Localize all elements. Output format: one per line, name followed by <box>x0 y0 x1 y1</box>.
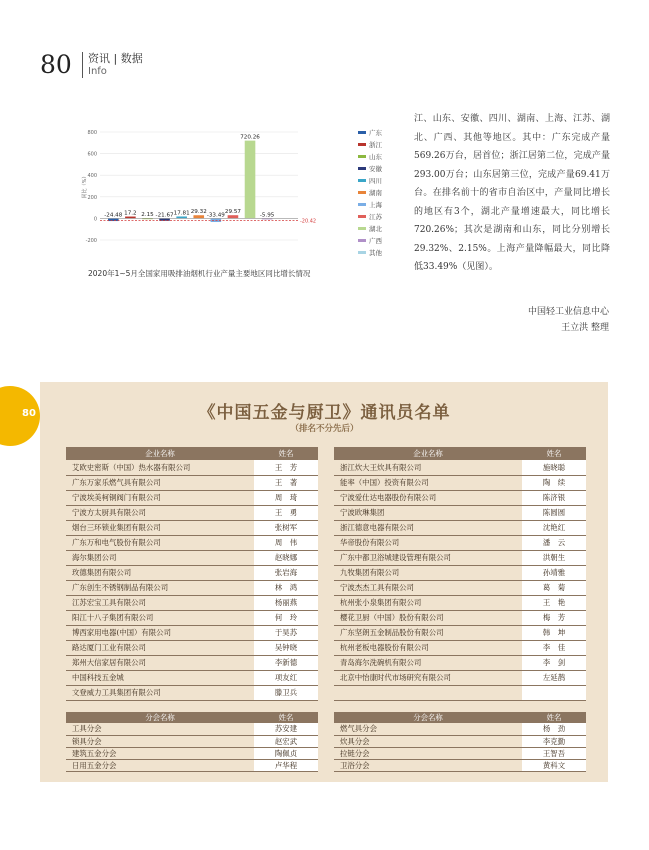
legend-label: 山东 <box>369 152 382 161</box>
company-cell: 宁波方太厨具有限公司 <box>66 505 254 520</box>
table-row <box>66 655 586 670</box>
company-cell: 广东万和电气股份有限公司 <box>66 535 254 550</box>
credit-author: 王立洪 整理 <box>561 323 609 333</box>
name-cell: 陶佩贞 <box>254 747 318 759</box>
name-cell: 苏安建 <box>254 723 318 735</box>
name-cell: 赵宏武 <box>254 735 318 747</box>
legend-label: 湖南 <box>369 188 382 197</box>
company-cell: 杭州老板电器股份有限公司 <box>334 640 522 655</box>
name-header: 姓名 <box>254 712 318 723</box>
legend-item <box>358 126 382 138</box>
column-gap <box>318 625 334 640</box>
y-tick-label: 600 <box>87 151 97 158</box>
name-cell: 葛 菊 <box>522 580 586 595</box>
baseline-label: -20.42 <box>300 218 317 225</box>
table-row <box>66 475 586 490</box>
name-cell: 陶 续 <box>522 475 586 490</box>
branch-table-body <box>66 723 586 771</box>
bar <box>228 215 239 218</box>
table-row <box>66 747 586 759</box>
company-cell: 中国科技五金城 <box>66 670 254 685</box>
table-row <box>66 520 586 535</box>
y-tick-label: 0 <box>93 216 97 223</box>
legend-item <box>358 150 382 162</box>
column-gap <box>318 712 334 723</box>
data-label: 2.15 <box>141 212 154 219</box>
name-cell: 李 剑 <box>522 655 586 670</box>
column-gap <box>318 550 334 565</box>
column-gap <box>318 460 334 475</box>
name-cell: 潘 云 <box>522 535 586 550</box>
company-cell: 青岛海尔洗碗机有限公司 <box>334 655 522 670</box>
bar <box>108 218 119 221</box>
company-cell <box>334 685 522 700</box>
legend-label: 浙江 <box>369 140 382 149</box>
company-cell: 卫浴分会 <box>334 759 522 771</box>
company-cell: 艾欧史密斯（中国）热水器有限公司 <box>66 460 254 475</box>
name-header: 姓名 <box>254 447 318 460</box>
table-row <box>66 759 586 771</box>
bar-chart <box>78 122 398 257</box>
table-row <box>66 723 586 735</box>
name-cell: 周 伟 <box>254 535 318 550</box>
y-tick-label: -200 <box>85 238 97 244</box>
data-label: 720.26 <box>240 134 260 141</box>
article-body: 江、山东、安徽、四川、湖南、上海、江苏、湖北、广西、其他等地区。其中：广东完成产量569.26万台，居首位；浙江居第二位，完成产量293.00万台；山东居第三位，完成产量69.41万台。在排名前十的省市自治区中，产量同比增长的地区有3个，湖北产量增速最大，同比增长720.26%；其次是湖南和山东，同比分别增长29.32%、2.15%。上海产量降幅最大，同比降低33.49%（见图）。 <box>414 114 610 272</box>
column-gap <box>318 685 334 700</box>
name-header: 姓名 <box>522 447 586 460</box>
name-cell: 滕卫兵 <box>254 685 318 700</box>
column-gap <box>318 747 334 759</box>
table-header-row <box>66 712 586 723</box>
company-cell: 江苏宏宝工具有限公司 <box>66 595 254 610</box>
data-label: -24.48 <box>104 212 123 219</box>
name-cell: 孙靖雅 <box>522 565 586 580</box>
column-gap <box>318 640 334 655</box>
credit-org: 中国轻工业信息中心 <box>527 307 609 317</box>
company-header: 企业名称 <box>66 447 254 460</box>
branch-header: 分会名称 <box>66 712 254 723</box>
name-cell: 沈艳红 <box>522 520 586 535</box>
table-row <box>66 595 586 610</box>
column-gap <box>318 723 334 735</box>
legend-label: 安徽 <box>369 164 382 173</box>
table-row <box>66 550 586 565</box>
name-cell <box>522 685 586 700</box>
chart-svg <box>78 122 398 257</box>
company-cell: 拉链分会 <box>334 747 522 759</box>
table-row <box>66 640 586 655</box>
legend-swatch <box>358 179 366 182</box>
data-label: 29.32 <box>190 209 207 216</box>
name-cell: 李 佳 <box>522 640 586 655</box>
company-cell: 建筑五金分会 <box>66 747 254 759</box>
data-label: -21.67 <box>155 212 174 219</box>
name-cell: 何 玲 <box>254 610 318 625</box>
name-cell: 杨 劲 <box>522 723 586 735</box>
table-row <box>66 580 586 595</box>
company-cell: 浙江炊大王炊具有限公司 <box>334 460 522 475</box>
legend-label: 湖北 <box>369 224 382 233</box>
company-cell: 阳江十八子集团有限公司 <box>66 610 254 625</box>
company-cell: 广东中都卫浴城建设管理有限公司 <box>334 550 522 565</box>
legend-item <box>358 186 382 198</box>
bar <box>193 215 204 218</box>
y-tick-label: 400 <box>87 173 97 180</box>
company-cell: 文登威力工具集团有限公司 <box>66 685 254 700</box>
table-row <box>66 505 586 520</box>
table-row <box>66 670 586 685</box>
legend-label: 江苏 <box>369 212 382 221</box>
company-cell: 路达厦门工业有限公司 <box>66 640 254 655</box>
name-cell: 洪朝生 <box>522 550 586 565</box>
name-cell: 吴钟晓 <box>254 640 318 655</box>
company-cell: 海尔集团公司 <box>66 550 254 565</box>
roster-subtitle: （排名不分先后） <box>290 424 359 434</box>
article-credit <box>528 304 609 336</box>
name-cell: 张树军 <box>254 520 318 535</box>
y-tick-label: 800 <box>87 130 97 136</box>
bar <box>245 141 256 219</box>
company-cell: 华帝股份有限公司 <box>334 535 522 550</box>
table-row <box>66 535 586 550</box>
data-label: 29.57 <box>224 209 241 216</box>
name-cell: 王 芳 <box>254 460 318 475</box>
company-header: 企业名称 <box>334 447 522 460</box>
company-cell: 锁具分会 <box>66 735 254 747</box>
name-cell: 王 勇 <box>254 505 318 520</box>
section-category: 资讯 | 数据 <box>88 52 143 65</box>
correspondent-table-body <box>66 460 586 700</box>
company-cell: 能率（中国）投资有限公司 <box>334 475 522 490</box>
name-cell: 周 琦 <box>254 490 318 505</box>
legend-item <box>358 162 382 174</box>
data-label: -33.49 <box>206 212 225 219</box>
correspondent-table <box>66 447 586 701</box>
company-cell: 烟台三环锁业集团有限公司 <box>66 520 254 535</box>
table-row <box>66 735 586 747</box>
name-cell: 梅 芳 <box>522 610 586 625</box>
company-cell: 九牧集团有限公司 <box>334 565 522 580</box>
legend-label: 广西 <box>369 236 382 245</box>
name-cell: 施晓聪 <box>522 460 586 475</box>
company-cell: 宁波欧琳集团 <box>334 505 522 520</box>
legend-swatch <box>358 203 366 206</box>
name-cell: 陈圆圆 <box>522 505 586 520</box>
company-cell: 广东坚朗五金制品股份有限公司 <box>334 625 522 640</box>
legend-item <box>358 210 382 222</box>
legend-item <box>358 222 382 234</box>
name-cell: 李克勤 <box>522 735 586 747</box>
company-cell: 广东万家乐燃气具有限公司 <box>66 475 254 490</box>
y-axis-label: 同比（%） <box>82 173 88 199</box>
data-label: -5.95 <box>259 212 275 219</box>
column-gap <box>318 735 334 747</box>
data-label: 17.2 <box>124 210 137 217</box>
legend-swatch <box>358 191 366 194</box>
column-gap <box>318 565 334 580</box>
branch-header: 分会名称 <box>334 712 522 723</box>
chart-caption: 2020年1~5月全国家用吸排油烟机行业产量主要地区同比增长情况 <box>88 269 311 278</box>
name-cell: 王 著 <box>254 475 318 490</box>
bar <box>211 218 222 222</box>
name-cell: 林 鸿 <box>254 580 318 595</box>
name-cell: 陈济银 <box>522 490 586 505</box>
legend-swatch <box>358 167 366 170</box>
legend-label: 广东 <box>369 128 382 137</box>
column-gap <box>318 520 334 535</box>
name-cell: 张岩海 <box>254 565 318 580</box>
name-cell: 赵晓娜 <box>254 550 318 565</box>
legend-swatch <box>358 155 366 158</box>
section-category-en: Info <box>88 66 107 77</box>
name-cell: 卢华程 <box>254 759 318 771</box>
column-gap <box>318 490 334 505</box>
column-gap <box>318 505 334 520</box>
name-cell: 黄科文 <box>522 759 586 771</box>
legend-label: 其他 <box>369 248 382 257</box>
company-cell: 博西家用电器(中国）有限公司 <box>66 625 254 640</box>
name-header: 姓名 <box>522 712 586 723</box>
column-gap <box>318 447 334 460</box>
column-gap <box>318 595 334 610</box>
company-cell: 燃气具分会 <box>334 723 522 735</box>
name-cell: 李新德 <box>254 655 318 670</box>
table-row <box>66 490 586 505</box>
table-row <box>66 460 586 475</box>
legend-label: 上海 <box>369 200 382 209</box>
legend-swatch <box>358 143 366 146</box>
table-header-row <box>66 447 586 460</box>
column-gap <box>318 610 334 625</box>
company-cell: 玫德集团有限公司 <box>66 565 254 580</box>
company-cell: 浙江德意电器有限公司 <box>334 520 522 535</box>
company-cell: 宁波爱仕达电器股份有限公司 <box>334 490 522 505</box>
company-cell: 日用五金分会 <box>66 759 254 771</box>
legend-item <box>358 246 382 258</box>
name-cell: 王智吾 <box>522 747 586 759</box>
name-cell: 杨丽燕 <box>254 595 318 610</box>
company-cell: 郑州大信家居有限公司 <box>66 655 254 670</box>
legend-swatch <box>358 227 366 230</box>
name-cell: 王 艳 <box>522 595 586 610</box>
name-cell: 于昊苏 <box>254 625 318 640</box>
legend-item <box>358 198 382 210</box>
name-cell: 项友红 <box>254 670 318 685</box>
column-gap <box>318 759 334 771</box>
page-tab-number: 80 <box>22 408 36 419</box>
legend-swatch <box>358 215 366 218</box>
legend-item <box>358 138 382 150</box>
company-cell: 宁波埃美柯铜阀门有限公司 <box>66 490 254 505</box>
header-divider <box>82 52 83 78</box>
column-gap <box>318 670 334 685</box>
column-gap <box>318 535 334 550</box>
page-number: 80 <box>40 50 72 79</box>
table-row <box>66 565 586 580</box>
table-row <box>66 625 586 640</box>
data-label: 17.81 <box>173 210 190 217</box>
column-gap <box>318 475 334 490</box>
legend-swatch <box>358 131 366 134</box>
company-cell: 炊具分会 <box>334 735 522 747</box>
column-gap <box>318 580 334 595</box>
company-cell: 北京中怡康时代市场研究有限公司 <box>334 670 522 685</box>
roster-title: 《中国五金与厨卫》通讯员名单 <box>198 403 451 423</box>
chart-legend <box>358 126 382 258</box>
company-cell: 广东创生不锈钢制品有限公司 <box>66 580 254 595</box>
table-row <box>66 685 586 700</box>
table-row <box>66 610 586 625</box>
branch-table <box>66 712 586 772</box>
legend-swatch <box>358 239 366 242</box>
legend-item <box>358 174 382 186</box>
name-cell: 韩 坤 <box>522 625 586 640</box>
legend-swatch <box>358 251 366 254</box>
name-cell: 左延鹊 <box>522 670 586 685</box>
company-cell: 宁波杰杰工具有限公司 <box>334 580 522 595</box>
company-cell: 樱花卫厨（中国）股份有限公司 <box>334 610 522 625</box>
legend-label: 四川 <box>369 176 382 185</box>
company-cell: 杭州张小泉集团有限公司 <box>334 595 522 610</box>
column-gap <box>318 655 334 670</box>
y-tick-label: 200 <box>87 194 97 201</box>
legend-item <box>358 234 382 246</box>
company-cell: 工具分会 <box>66 723 254 735</box>
